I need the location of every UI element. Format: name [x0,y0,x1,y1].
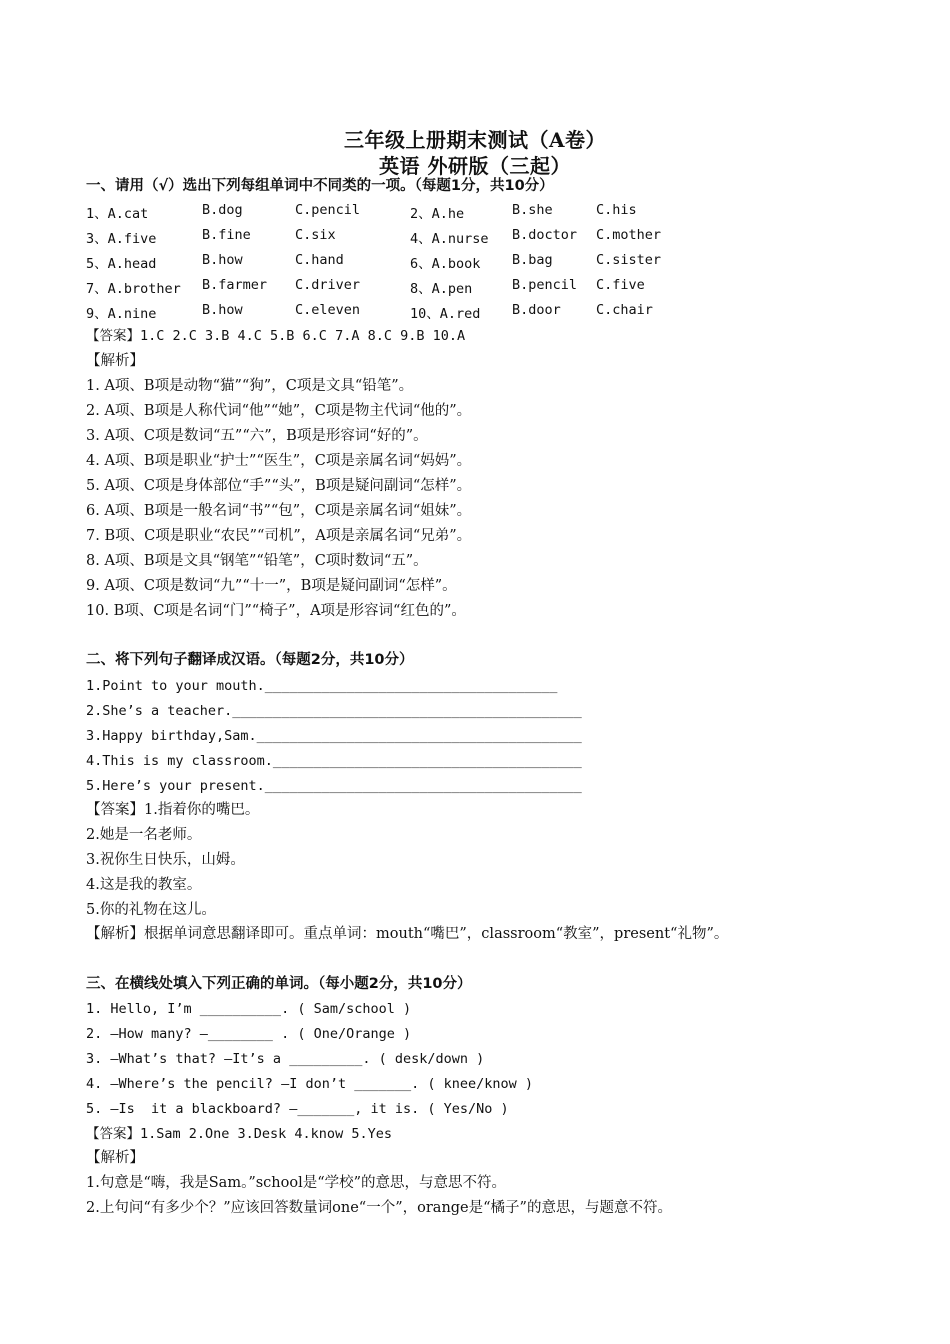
answer-line: 4.这是我的教室。 [86,877,202,893]
exam-title: 三年级上册期末测试（A卷） [343,128,607,152]
analysis-line: 3. A项、C项是数词“五”“六”，B项是形容词“好的”。 [86,428,428,444]
word-option: B.door [512,302,561,318]
exam-subtitle: 英语 外研版（三起） [379,154,571,178]
section3-analysis-label: 【解析】 [86,1150,144,1166]
word-option: B.pencil [512,277,578,293]
word-option: 5、A.head [86,256,157,272]
analysis-line: 4. A项、B项是职业“护士”“医生”，C项是亲属名词“妈妈”。 [86,453,472,469]
translation-item: 2.She’s a teacher.___________________________________________ [86,703,582,719]
word-option: 3、A.five [86,231,157,247]
answer-line: 2.她是一名老师。 [86,827,202,843]
word-option: B.farmer [202,277,268,293]
answer-line: 5.你的礼物在这儿。 [86,902,216,918]
word-option: B.how [202,302,243,318]
word-option: B.bag [512,252,553,268]
word-option: C.sister [596,252,662,268]
word-option: 7、A.brother [86,281,181,297]
analysis-line: 6. A项、B项是一般名词“书”“包”，C项是亲属名词“姐妹”。 [86,503,472,519]
word-option: 8、A.pen [410,281,473,297]
word-option: C.five [596,277,645,293]
word-option: C.eleven [295,302,361,318]
analysis-line: 10. B项、C项是名词“门”“椅子”，A项是形容词“红色的”。 [86,603,466,619]
word-option: C.pencil [295,202,361,218]
analysis-line: 1.句意是“嗨，我是Sam。”school是“学校”的意思，与意思不符。 [86,1175,507,1191]
section2-analysis: 【解析】根据单词意思翻译即可。重点单词：mouth“嘴巴”，classroom“教室”，present“礼物”。 [86,926,729,942]
analysis-line: 1. A项、B项是动物“猫”“狗”，C项是文具“铅笔”。 [86,378,414,394]
analysis-line: 8. A项、B项是文具“钢笔”“铅笔”，C项时数词“五”。 [86,553,428,569]
translation-item: 3.Happy birthday,Sam.________________________________________ [86,728,582,744]
section3-answer: 【答案】1.Sam 2.One 3.Desk 4.know 5.Yes [86,1126,392,1142]
word-option: 10、A.red [410,306,481,322]
analysis-line: 2. A项、B项是人称代词“他”“她”，C项是物主代词“他的”。 [86,403,472,419]
fill-blank-item: 1. Hello, I’m __________. ( Sam/school ) [86,1001,412,1017]
fill-blank-item: 5. —Is it a blackboard? —_______, it is. ( Yes/No ) [86,1101,509,1117]
word-option: C.his [596,202,637,218]
answer-line: 【答案】1.指着你的嘴巴。 [86,802,260,818]
word-option: 2、A.he [410,206,465,222]
word-option: 6、A.book [410,256,481,272]
word-option: B.dog [202,202,243,218]
translation-item: 4.This is my classroom.______________________________________ [86,753,582,769]
analysis-line: 5. A项、C项是身体部位“手”“头”，B项是疑问副词“怎样”。 [86,478,472,494]
translation-item: 1.Point to your mouth.____________________________________ [86,678,558,694]
translation-item: 5.Here’s your present._______________________________________ [86,778,582,794]
word-option: C.driver [295,277,361,293]
word-option: C.hand [295,252,344,268]
word-option: 9、A.nine [86,306,157,322]
section1-heading: 一、请用（√）选出下列每组单词中不同类的一项。（每题1分，共10分） [86,178,554,194]
analysis-line: 7. B项、C项是职业“农民”“司机”，A项是亲属名词“兄弟”。 [86,528,472,544]
fill-blank-item: 4. —Where’s the pencil? —I don’t _______. ( knee/know ) [86,1076,534,1092]
word-option: C.six [295,227,336,243]
section2-heading: 二、将下列句子翻译成汉语。（每题2分，共10分） [86,652,414,668]
analysis-line: 2.上句问“有多少个？”应该回答数量词one“一个”，orange是“橘子”的意思，与题意不符。 [86,1200,672,1216]
analysis-line: 9. A项、C项是数词“九”“十一”，B项是疑问副词“怎样”。 [86,578,457,594]
word-option: B.she [512,202,553,218]
word-option: B.how [202,252,243,268]
section1-answer: 【答案】1.C 2.C 3.B 4.C 5.B 6.C 7.A 8.C 9.B 10.A [86,328,466,344]
answer-line: 3.祝你生日快乐，山姆。 [86,852,245,868]
section3-heading: 三、在横线处填入下列正确的单词。（每小题2分，共10分） [86,976,472,992]
section1-analysis-label: 【解析】 [86,353,144,369]
word-option: 1、A.cat [86,206,149,222]
word-option: C.chair [596,302,653,318]
fill-blank-item: 3. —What’s that? —It’s a _________. ( desk/down ) [86,1051,485,1067]
fill-blank-item: 2. —How many? —________ . ( One/Orange ) [86,1026,412,1042]
word-option: B.doctor [512,227,578,243]
word-option: B.fine [202,227,251,243]
word-option: 4、A.nurse [410,231,489,247]
word-option: C.mother [596,227,662,243]
